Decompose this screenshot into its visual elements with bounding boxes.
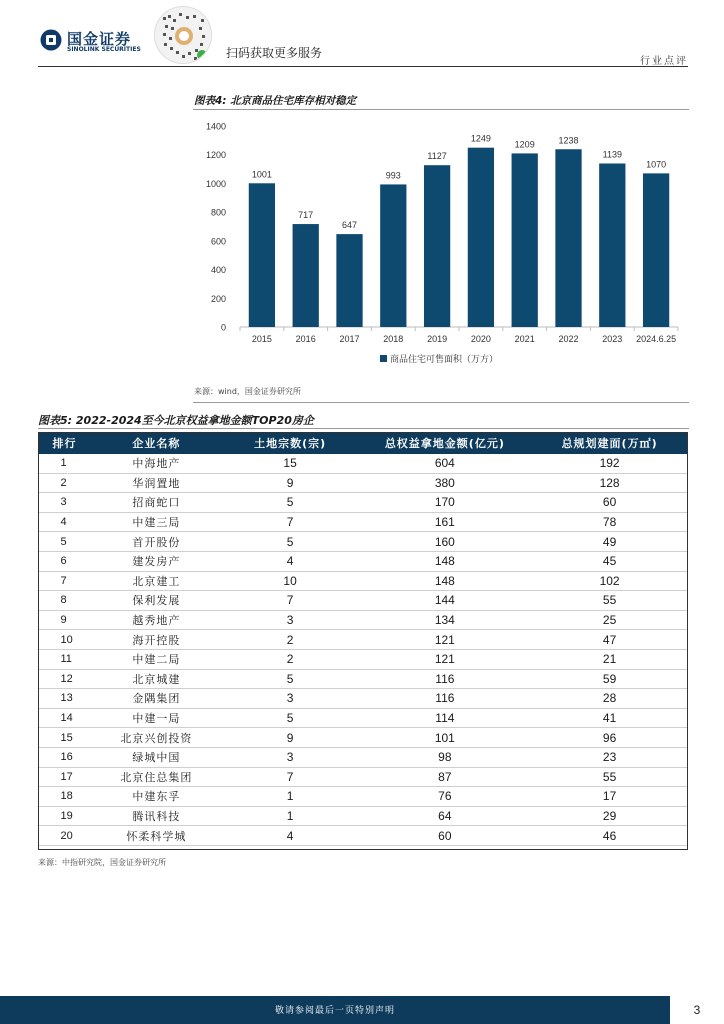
page-header [0, 0, 724, 68]
bar-data-label: 1127 [427, 151, 447, 162]
cell-land-count: 2 [222, 649, 358, 669]
cell-amount: 101 [358, 728, 532, 748]
cell-amount: 87 [358, 767, 532, 787]
scan-for-services-text: 扫码获取更多服务 [226, 46, 323, 60]
inventory-bar-chart [194, 112, 688, 376]
figure4-source: 来源：wind，国金证券研究所 [194, 387, 301, 396]
footer-disclaimer: 敬请参阅最后一页特别声明 [274, 1006, 395, 1016]
bar [336, 234, 362, 327]
cell-amount: 134 [358, 610, 532, 630]
cell-floor-area: 192 [532, 454, 688, 474]
cell-land-count: 1 [222, 806, 358, 826]
table-row [39, 669, 688, 689]
bar-data-label: 1209 [514, 139, 535, 150]
cell-floor-area: 55 [532, 591, 688, 611]
cell-rank: 17 [39, 767, 91, 787]
cell-floor-area: 17 [532, 787, 688, 807]
cell-company: 北京城建 [90, 669, 222, 689]
cell-rank: 20 [39, 826, 91, 846]
cell-rank: 11 [39, 649, 91, 669]
cell-rank: 9 [39, 610, 91, 630]
cell-company: 越秀地产 [90, 610, 222, 630]
cell-company: 金隅集团 [90, 689, 222, 709]
cell-company: 保利发展 [90, 591, 222, 611]
table-row [39, 806, 688, 826]
x-tick-label: 2020 [470, 334, 491, 344]
table-row [39, 591, 688, 611]
cell-land-count: 5 [222, 532, 358, 552]
cell-rank: 1 [39, 454, 91, 474]
cell-amount: 98 [358, 747, 532, 767]
cell-land-count: 9 [222, 728, 358, 748]
table-row [39, 473, 688, 493]
cell-floor-area: 55 [532, 767, 688, 787]
figure5-source: 来源：中指研究院，国金证券研究所 [38, 858, 166, 867]
qr-code-icon [155, 7, 212, 64]
header-divider [38, 66, 688, 67]
cell-floor-area: 78 [532, 512, 688, 532]
table-row [39, 826, 688, 846]
x-tick-label: 2018 [383, 334, 404, 344]
column-header-amount: 总权益拿地金额(亿元) [358, 433, 532, 454]
logo-english-name: SINOLINK SECURITIES [67, 46, 141, 53]
table-row [39, 649, 688, 669]
cell-amount: 170 [358, 493, 532, 513]
cell-floor-area: 102 [532, 571, 688, 591]
cell-rank: 8 [39, 591, 91, 611]
cell-land-count: 3 [222, 689, 358, 709]
cell-floor-area: 28 [532, 689, 688, 709]
cell-company: 北京住总集团 [90, 767, 222, 787]
cell-floor-area: 46 [532, 826, 688, 846]
cell-land-count: 3 [222, 747, 358, 767]
bar [512, 153, 538, 327]
cell-rank: 12 [39, 669, 91, 689]
table-row [39, 454, 688, 474]
table-row [39, 610, 688, 630]
bar-data-label: 1070 [646, 159, 667, 170]
cell-land-count: 5 [222, 708, 358, 728]
cell-rank: 7 [39, 571, 91, 591]
cell-amount: 76 [358, 787, 532, 807]
cell-amount: 604 [358, 454, 532, 474]
cell-company: 华润置地 [90, 473, 222, 493]
cell-floor-area: 128 [532, 473, 688, 493]
y-tick-label: 800 [210, 207, 226, 218]
cell-land-count: 4 [222, 826, 358, 846]
cell-rank: 18 [39, 787, 91, 807]
bar [249, 183, 275, 327]
cell-amount: 121 [358, 649, 532, 669]
cell-rank: 2 [39, 473, 91, 493]
cell-amount: 114 [358, 708, 532, 728]
table-row [39, 532, 688, 552]
sinolink-logo-icon [40, 29, 62, 51]
cell-floor-area: 60 [532, 493, 688, 513]
x-tick-label: 2024.6.25 [636, 334, 677, 344]
y-tick-label: 1400 [205, 121, 226, 132]
bar-data-label: 1139 [602, 149, 622, 160]
cell-company: 怀柔科学城 [90, 826, 222, 846]
bar-data-label: 717 [298, 210, 314, 221]
bar [643, 173, 669, 327]
cell-land-count: 2 [222, 630, 358, 650]
cell-rank: 10 [39, 630, 91, 650]
table-row [39, 708, 688, 728]
y-tick-label: 1200 [205, 150, 226, 161]
top20-developers-table [38, 432, 688, 846]
column-header-company: 企业名称 [90, 433, 222, 454]
cell-land-count: 10 [222, 571, 358, 591]
y-tick-label: 600 [210, 236, 226, 247]
bar-data-label: 1238 [558, 135, 579, 146]
x-tick-label: 2017 [339, 334, 360, 344]
table-row [39, 551, 688, 571]
bar [293, 224, 319, 327]
cell-amount: 60 [358, 826, 532, 846]
cell-amount: 380 [358, 473, 532, 493]
cell-floor-area: 45 [532, 551, 688, 571]
cell-floor-area: 23 [532, 747, 688, 767]
cell-amount: 148 [358, 551, 532, 571]
figure5-top-rule [38, 428, 689, 429]
cell-company: 北京兴创投资 [90, 728, 222, 748]
cell-floor-area: 49 [532, 532, 688, 552]
bar [599, 163, 625, 327]
cell-land-count: 5 [222, 493, 358, 513]
cell-rank: 4 [39, 512, 91, 532]
cell-company: 海开控股 [90, 630, 222, 650]
cell-rank: 3 [39, 493, 91, 513]
y-tick-label: 0 [220, 322, 226, 333]
table-row [39, 767, 688, 787]
figure4-top-rule [193, 109, 689, 110]
cell-rank: 19 [39, 806, 91, 826]
column-header-floor-area: 总规划建面(万㎡) [532, 433, 688, 454]
cell-floor-area: 59 [532, 669, 688, 689]
bar-data-label: 647 [341, 220, 358, 231]
cell-company: 招商蛇口 [90, 493, 222, 513]
y-tick-label: 1000 [205, 178, 226, 189]
legend-label: 商品住宅可售面积（万方） [390, 355, 499, 365]
cell-land-count: 5 [222, 669, 358, 689]
y-tick-label: 200 [210, 293, 226, 304]
cell-amount: 148 [358, 571, 532, 591]
table-row [39, 787, 688, 807]
cell-floor-area: 96 [532, 728, 688, 748]
table-row [39, 689, 688, 709]
cell-amount: 160 [358, 532, 532, 552]
x-tick-label: 2021 [514, 334, 535, 344]
column-header-rank: 排行 [39, 433, 91, 454]
x-tick-label: 2023 [602, 334, 623, 344]
report-category: 行业点评 [640, 56, 688, 67]
cell-company: 首开股份 [90, 532, 222, 552]
bar-data-label: 993 [385, 170, 401, 181]
cell-land-count: 15 [222, 454, 358, 474]
cell-rank: 5 [39, 532, 91, 552]
figure4-bottom-rule [193, 402, 689, 403]
table-row [39, 512, 688, 532]
cell-floor-area: 21 [532, 649, 688, 669]
table-header-row [39, 433, 688, 454]
x-tick-label: 2016 [295, 334, 316, 344]
cell-land-count: 3 [222, 610, 358, 630]
cell-rank: 15 [39, 728, 91, 748]
qr-code[interactable] [154, 6, 212, 64]
cell-company: 中建一局 [90, 708, 222, 728]
cell-land-count: 7 [222, 512, 358, 532]
cell-amount: 121 [358, 630, 532, 650]
cell-floor-area: 29 [532, 806, 688, 826]
table-row [39, 747, 688, 767]
cell-amount: 161 [358, 512, 532, 532]
cell-company: 中建二局 [90, 649, 222, 669]
bar-data-label: 1001 [251, 169, 272, 180]
cell-land-count: 7 [222, 767, 358, 787]
bar [468, 148, 494, 327]
bar-data-label: 1249 [470, 133, 491, 144]
cell-amount: 144 [358, 591, 532, 611]
table-row [39, 728, 688, 748]
x-tick-label: 2019 [427, 334, 448, 344]
cell-company: 建发房产 [90, 551, 222, 571]
x-tick-label: 2015 [251, 334, 272, 344]
cell-floor-area: 41 [532, 708, 688, 728]
bar [380, 184, 406, 327]
figure5-title: 图表5: 2022-2024至今北京权益拿地金额TOP20房企 [38, 414, 314, 427]
y-tick-label: 400 [210, 265, 226, 276]
table-row [39, 571, 688, 591]
cell-company: 腾讯科技 [90, 806, 222, 826]
legend-swatch [380, 355, 387, 362]
cell-company: 北京建工 [90, 571, 222, 591]
table-row [39, 630, 688, 650]
cell-amount: 64 [358, 806, 532, 826]
cell-floor-area: 25 [532, 610, 688, 630]
bar [424, 165, 450, 327]
cell-rank: 13 [39, 689, 91, 709]
cell-company: 中建三局 [90, 512, 222, 532]
cell-floor-area: 47 [532, 630, 688, 650]
company-logo [40, 27, 140, 57]
column-header-land-count: 土地宗数(宗) [222, 433, 358, 454]
cell-land-count: 9 [222, 473, 358, 493]
cell-company: 中海地产 [90, 454, 222, 474]
cell-amount: 116 [358, 669, 532, 689]
x-tick-label: 2022 [558, 334, 579, 344]
cell-land-count: 7 [222, 591, 358, 611]
cell-rank: 16 [39, 747, 91, 767]
cell-amount: 116 [358, 689, 532, 709]
page-number: 3 [693, 1003, 701, 1017]
bar [555, 149, 581, 327]
cell-rank: 6 [39, 551, 91, 571]
figure4-title: 图表4: 北京商品住宅库存相对稳定 [194, 95, 357, 107]
logo-chinese-name: 国金证券 [67, 30, 132, 48]
table-row [39, 493, 688, 513]
cell-company: 绿城中国 [90, 747, 222, 767]
cell-company: 中建东孚 [90, 787, 222, 807]
cell-land-count: 4 [222, 551, 358, 571]
cell-rank: 14 [39, 708, 91, 728]
cell-land-count: 1 [222, 787, 358, 807]
